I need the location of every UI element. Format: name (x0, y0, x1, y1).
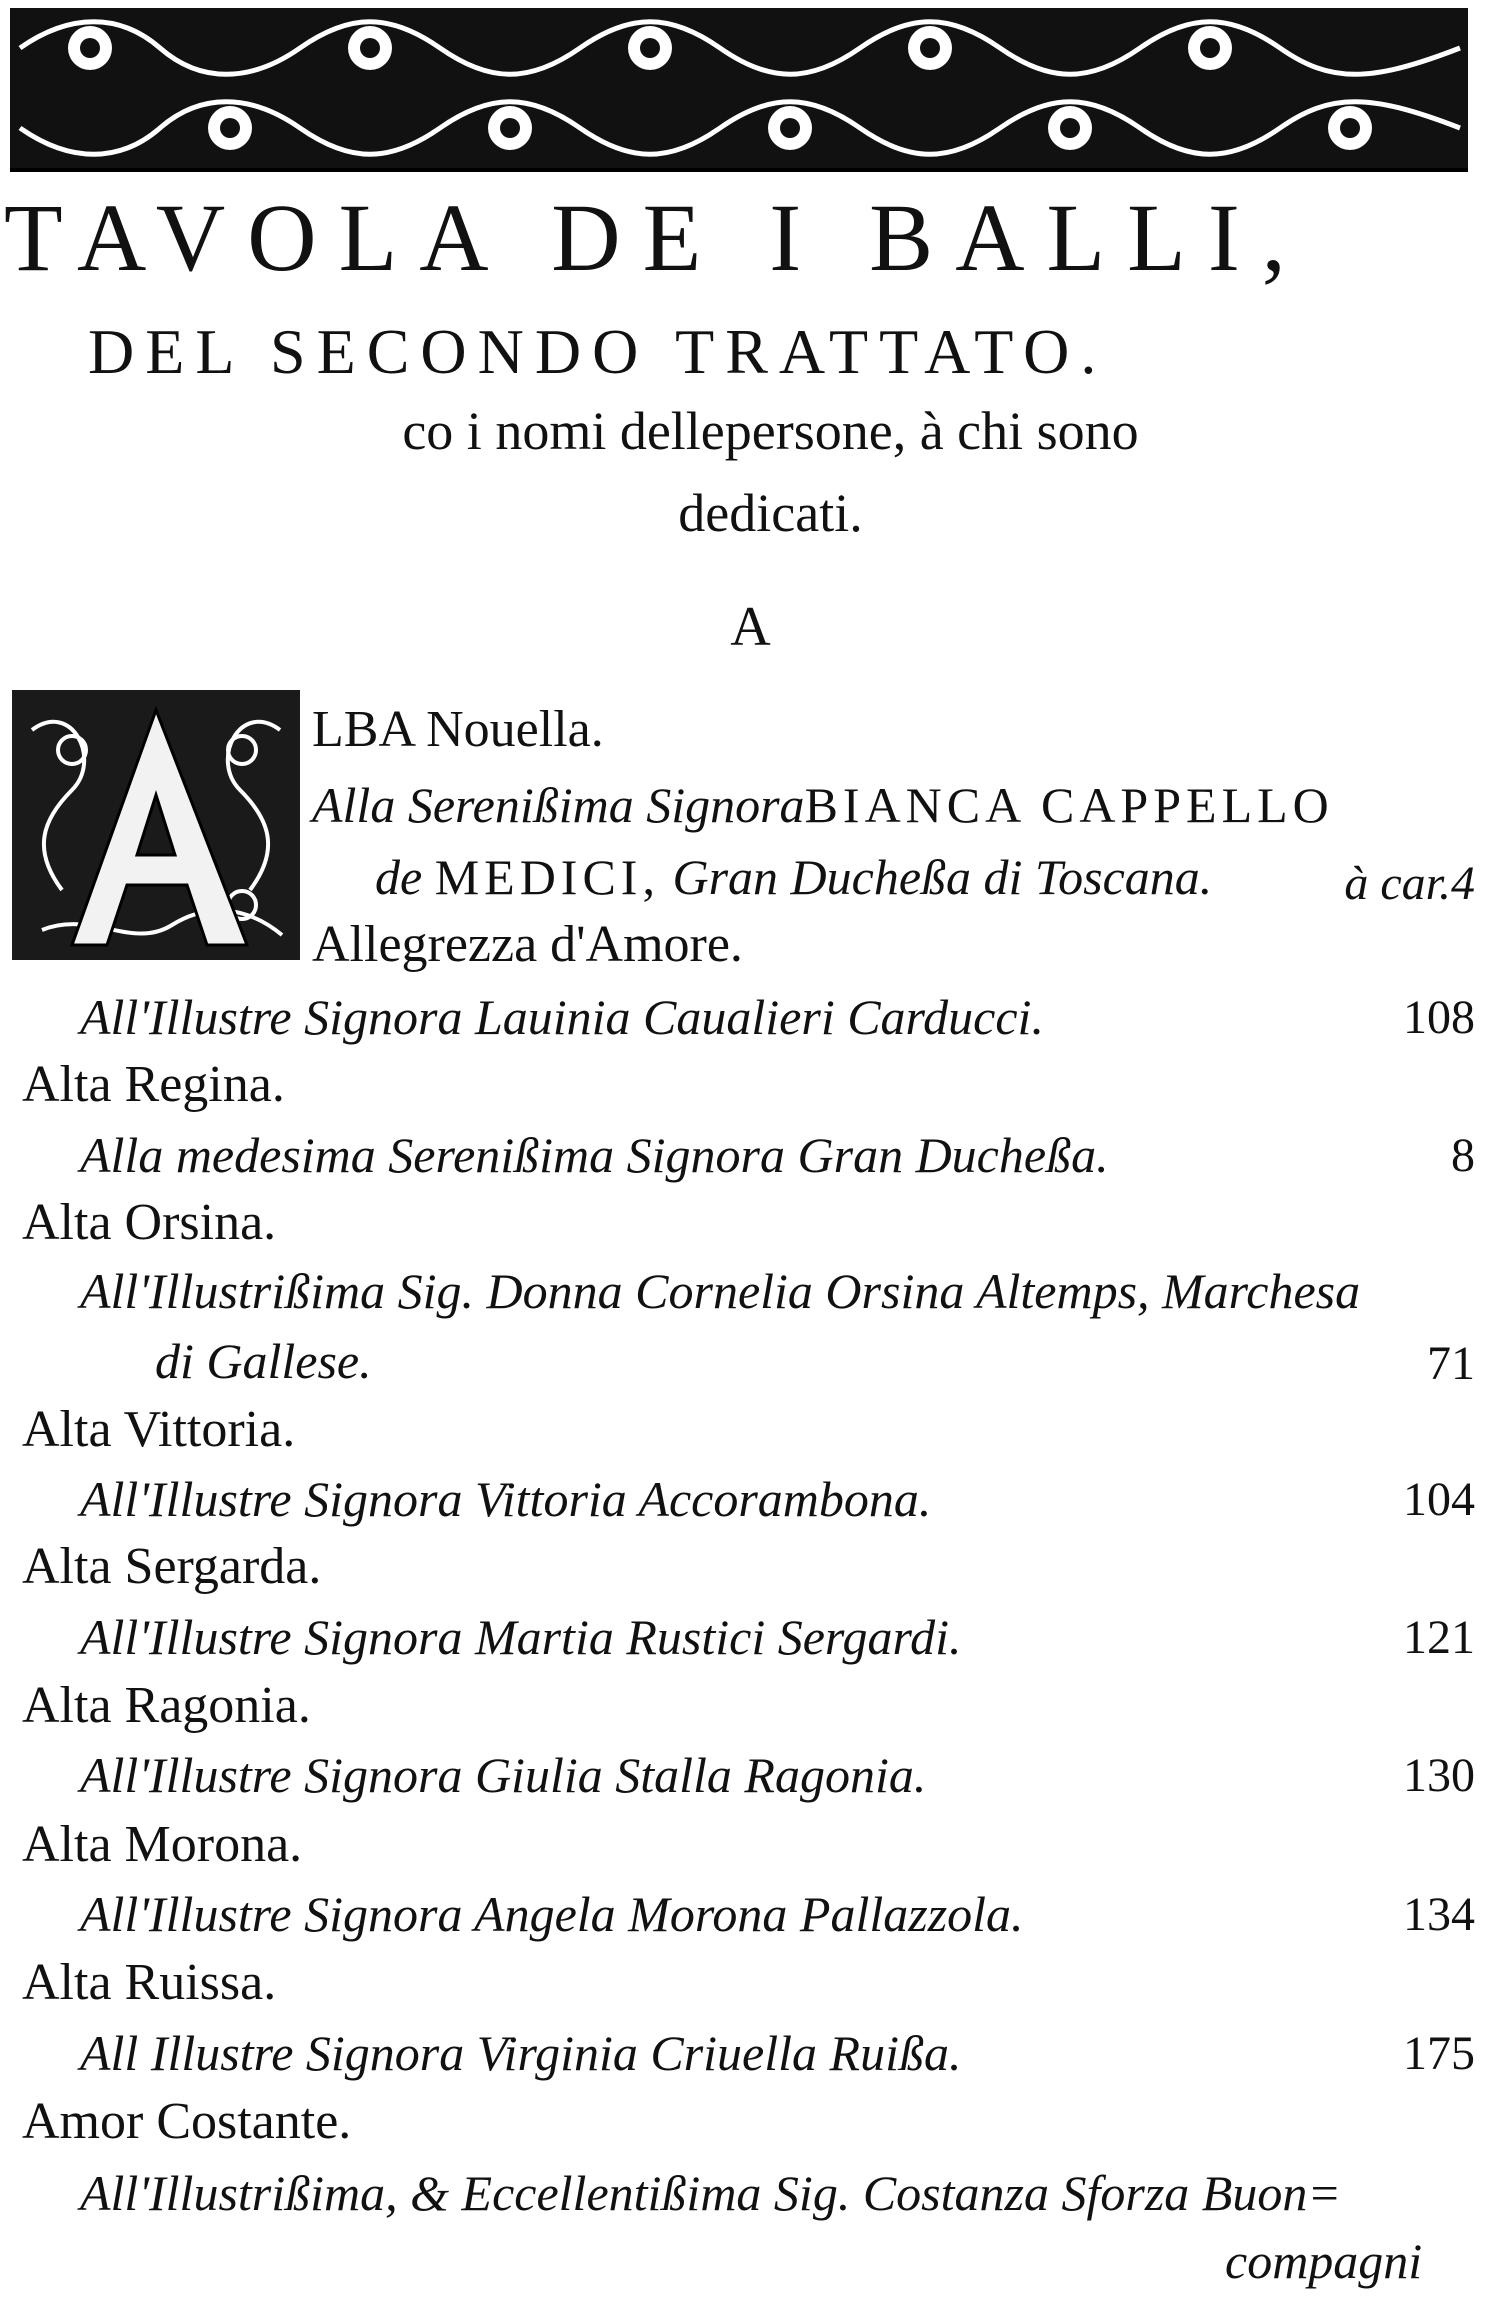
entry-dedication: All'Illustre Signora Angela Morona Pallazzola. (80, 1886, 1024, 1942)
entry-dedication: Alla medesima Serenißima Signora Gran Ducheßa. (80, 1127, 1109, 1183)
entry-dedication: All'Illustrißima Sig. Donna Cornelia Orsina Altemps, Marchesa (80, 1263, 1361, 1319)
entry-dedication: All'Illustrißima, & Eccellentißima Sig. Costanza Sforza Buon= (80, 2165, 1342, 2221)
entry-page-number: 108 (1403, 991, 1475, 1044)
entry-dance: Alta Morona. (22, 1816, 303, 1873)
entry-dedication-continued: di Gallese. (155, 1333, 372, 1389)
entry-page-number: à car.4 (1344, 857, 1475, 910)
entry-dance: LBA Nouella. (312, 701, 604, 758)
decorative-banner (10, 8, 1468, 172)
page-title: TAVOLA DE I BALLI, (4, 184, 1308, 291)
entry-dance: Allegrezza d'Amore. (312, 916, 743, 973)
entry-dance: Alta Orsina. (22, 1194, 277, 1251)
entry-dedication: All'Illustre Signora Martia Rustici Sergardi. (80, 1609, 962, 1665)
entry-dance: Amor Costante. (22, 2093, 352, 2150)
entry-dance: Alta Ragonia. (22, 1677, 311, 1734)
intro-line-1: co i nomi dellepersone, à chi sono (402, 401, 1139, 461)
entry-dedication: All'Illustre Signora Giulia Stalla Ragonia. (80, 1747, 927, 1803)
entry-page-number: 130 (1403, 1749, 1475, 1802)
entry-dance: Alta Sergarda. (22, 1538, 322, 1595)
entry-page-number: 71 (1427, 1337, 1475, 1390)
entry-dedication-continued: compagni (1225, 2233, 1423, 2289)
decorated-initial-a-icon (12, 690, 300, 960)
page-subtitle: DEL SECONDO TRATTATO. (88, 316, 1108, 387)
entry-dance: Alta Regina. (22, 1056, 285, 1113)
entry-page-number: 121 (1403, 1611, 1475, 1664)
entry-page-number: 8 (1451, 1129, 1475, 1182)
entry-page-number: 104 (1403, 1473, 1475, 1526)
entry-page-number: 134 (1403, 1888, 1475, 1941)
entry-dance: Alta Ruissa. (22, 1954, 277, 2011)
entry-page-number: 175 (1403, 2027, 1475, 2080)
entry-dedication: All Illustre Signora Virginia Criuella Ruißa. (80, 2025, 962, 2081)
entry-dance: Alta Vittoria. (22, 1401, 296, 1458)
entry-dedication: Alla Serenißima SignoraBIANCA CAPPELLO (312, 777, 1334, 833)
entry-dedication: All'Illustre Signora Vittoria Accorambona. (80, 1471, 932, 1527)
section-letter: A (730, 596, 771, 658)
entry-dedication: All'Illustre Signora Lauinia Caualieri Carducci. (80, 989, 1044, 1045)
intro-line-2: dedicati. (678, 483, 863, 543)
entry-dedication-continued: de MEDICI, Gran Ducheßa di Toscana. (375, 849, 1213, 905)
